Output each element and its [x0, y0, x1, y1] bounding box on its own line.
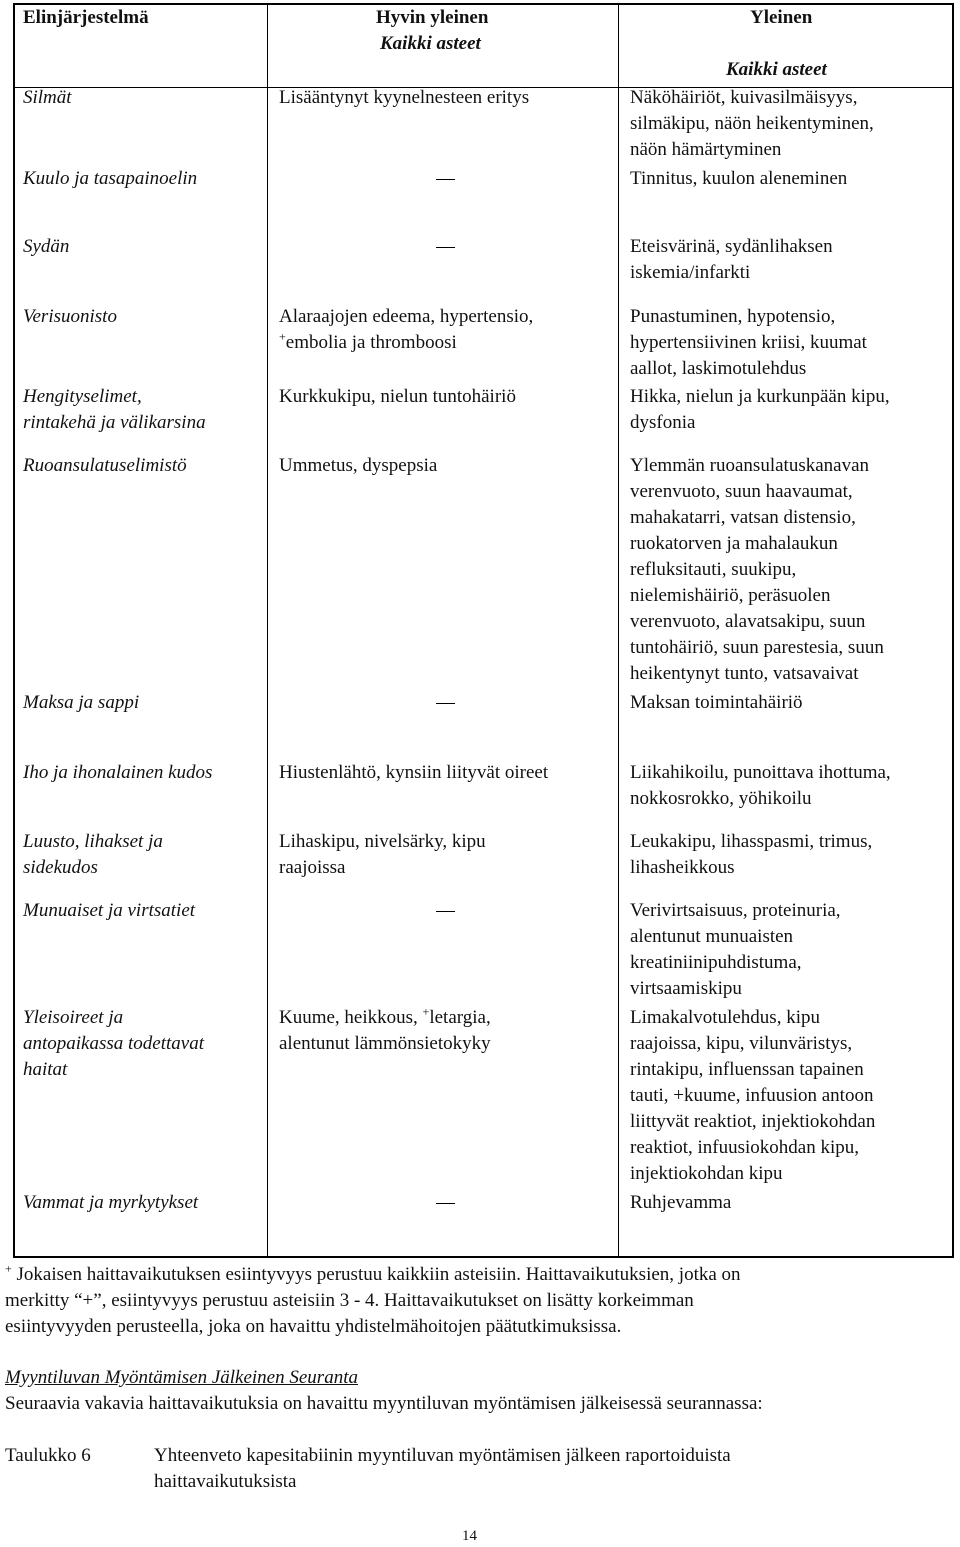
- organ-system-cell: antopaikassa todettavat: [23, 1033, 205, 1054]
- very-common-cell: Lisääntynyt kyynelnesteen eritys: [279, 87, 530, 108]
- organ-system-cell: Luusto, lihakset ja: [23, 831, 163, 852]
- very-common-cell: Ummetus, dyspepsia: [279, 455, 438, 476]
- footnote: + Jokaisen haittavaikutuksen esiintyvyys perustuu kaikkiin asteisiin. Haittavaikutuksien, jotka on: [5, 1261, 741, 1285]
- common-cell: Tinnitus, kuulon aleneminen: [630, 168, 848, 189]
- common-cell: Ruhjevamma: [630, 1192, 732, 1213]
- organ-system-cell: Maksa ja sappi: [23, 692, 140, 713]
- very-common-cell: +embolia ja thromboosi: [279, 329, 457, 353]
- common-cell: alentunut munuaisten: [630, 926, 794, 947]
- common-cell: Ylemmän ruoansulatuskanavan: [630, 455, 870, 476]
- very-common-cell: Kuume, heikkous, +letargia,: [279, 1004, 491, 1028]
- organ-system-cell: Munuaiset ja virtsatiet: [23, 900, 196, 921]
- organ-system-cell: Vammat ja myrkytykset: [23, 1192, 199, 1213]
- organ-system-cell: Kuulo ja tasapainoelin: [23, 168, 198, 189]
- common-cell: Verivirtsaisuus, proteinuria,: [630, 900, 841, 921]
- organ-system-cell: Iho ja ihonalainen kudos: [23, 762, 213, 783]
- common-cell: liittyvät reaktiot, injektiokohdan: [630, 1111, 876, 1132]
- common-cell: verenvuoto, alavatsakipu, suun: [630, 611, 866, 632]
- header-very-common-grade: Kaikki asteet: [380, 33, 481, 54]
- none-dash: [436, 247, 455, 248]
- common-cell: kreatiniinipuhdistuma,: [630, 952, 802, 973]
- footnote-marker: +: [279, 329, 286, 344]
- very-common-cell: raajoissa: [279, 857, 346, 878]
- footnote: esiintyvyyden perusteella, joka on havaittu yhdistelmähoitojen päätutkimuksissa.: [5, 1316, 622, 1337]
- common-cell: injektiokohdan kipu: [630, 1163, 783, 1184]
- organ-system-cell: rintakehä ja välikarsina: [23, 412, 206, 433]
- table-title: Yhteenveto kapesitabiinin myyntiluvan myöntämisen jälkeen raportoiduista: [154, 1445, 731, 1466]
- common-cell: lihasheikkous: [630, 857, 735, 878]
- header-very-common: Hyvin yleinen: [376, 7, 489, 28]
- very-common-cell: alentunut lämmönsietokyky: [279, 1033, 491, 1054]
- header-common: Yleinen: [750, 7, 813, 28]
- common-cell: nielemishäiriö, peräsuolen: [630, 585, 831, 606]
- common-cell: hypertensiivinen kriisi, kuumat: [630, 332, 867, 353]
- column-divider: [267, 3, 268, 1258]
- common-cell: dysfonia: [630, 412, 696, 433]
- organ-system-cell: Ruoansulatuselimistö: [23, 455, 187, 476]
- common-cell: Maksan toimintahäiriö: [630, 692, 803, 713]
- common-cell: Punastuminen, hypotensio,: [630, 306, 836, 327]
- footnote-marker: +: [422, 1004, 430, 1019]
- table-label: Taulukko 6: [5, 1445, 91, 1466]
- organ-system-cell: haitat: [23, 1059, 68, 1080]
- common-cell: refluksitauti, suukipu,: [630, 559, 797, 580]
- common-cell: ruokatorven ja mahalaukun: [630, 533, 838, 554]
- organ-system-cell: sidekudos: [23, 857, 98, 878]
- common-cell: Liikahikoilu, punoittava ihottuma,: [630, 762, 891, 783]
- common-cell: rintakipu, influenssan tapainen: [630, 1059, 864, 1080]
- header-organ-system: Elinjärjestelmä: [23, 7, 149, 28]
- common-cell: mahakatarri, vatsan distensio,: [630, 507, 856, 528]
- common-cell: Leukakipu, lihasspasmi, trimus,: [630, 831, 873, 852]
- very-common-cell: Kurkkukipu, nielun tuntohäiriö: [279, 386, 516, 407]
- table-title: haittavaikutuksista: [154, 1471, 297, 1492]
- common-cell: tauti, +kuume, infuusion antoon: [630, 1085, 874, 1106]
- common-cell: virtsaamiskipu: [630, 978, 742, 999]
- organ-system-cell: Verisuonisto: [23, 306, 117, 327]
- common-cell: raajoissa, kipu, vilunväristys,: [630, 1033, 853, 1054]
- common-cell: Hikka, nielun ja kurkunpään kipu,: [630, 386, 890, 407]
- very-common-cell: Hiustenlähtö, kynsiin liityvät oireet: [279, 762, 549, 783]
- common-cell: näön hämärtyminen: [630, 139, 782, 160]
- organ-system-cell: Sydän: [23, 236, 70, 257]
- section-text: Seuraavia vakavia haittavaikutuksia on havaittu myyntiluvan myöntämisen jälkeisessä seurannassa:: [5, 1393, 763, 1414]
- footnote: merkitty “+”, esiintyvyys perustuu asteisiin 3 - 4. Haittavaikutukset on lisätty korkeimman: [5, 1290, 694, 1311]
- common-cell: iskemia/infarkti: [630, 262, 751, 283]
- common-cell: Näköhäiriöt, kuivasilmäisyys,: [630, 87, 858, 108]
- none-dash: [436, 703, 455, 704]
- very-common-cell: Alaraajojen edeema, hypertensio,: [279, 306, 534, 327]
- common-cell: Eteisvärinä, sydänlihaksen: [630, 236, 833, 257]
- common-cell: aallot, laskimotulehdus: [630, 358, 807, 379]
- page-number: 14: [462, 1528, 477, 1544]
- column-divider: [618, 3, 619, 1258]
- none-dash: [436, 179, 455, 180]
- organ-system-cell: Hengityselimet,: [23, 386, 142, 407]
- organ-system-cell: Yleisoireet ja: [23, 1007, 124, 1028]
- none-dash: [436, 911, 455, 912]
- common-cell: heikentynyt tunto, vatsavaivat: [630, 663, 859, 684]
- common-cell: Limakalvotulehdus, kipu: [630, 1007, 820, 1028]
- section-heading: Myyntiluvan Myöntämisen Jälkeinen Seuranta: [5, 1367, 358, 1388]
- common-cell: silmäkipu, näön heikentyminen,: [630, 113, 874, 134]
- footnote-marker: +: [5, 1261, 12, 1276]
- none-dash: [436, 1203, 455, 1204]
- common-cell: tuntohäiriö, suun parestesia, suun: [630, 637, 884, 658]
- common-cell: reaktiot, infuusiokohdan kipu,: [630, 1137, 860, 1158]
- common-cell: nokkosrokko, yöhikoilu: [630, 788, 812, 809]
- header-common-grade: Kaikki asteet: [726, 59, 827, 80]
- common-cell: verenvuoto, suun haavaumat,: [630, 481, 853, 502]
- very-common-cell: Lihaskipu, nivelsärky, kipu: [279, 831, 486, 852]
- organ-system-cell: Silmät: [23, 87, 72, 108]
